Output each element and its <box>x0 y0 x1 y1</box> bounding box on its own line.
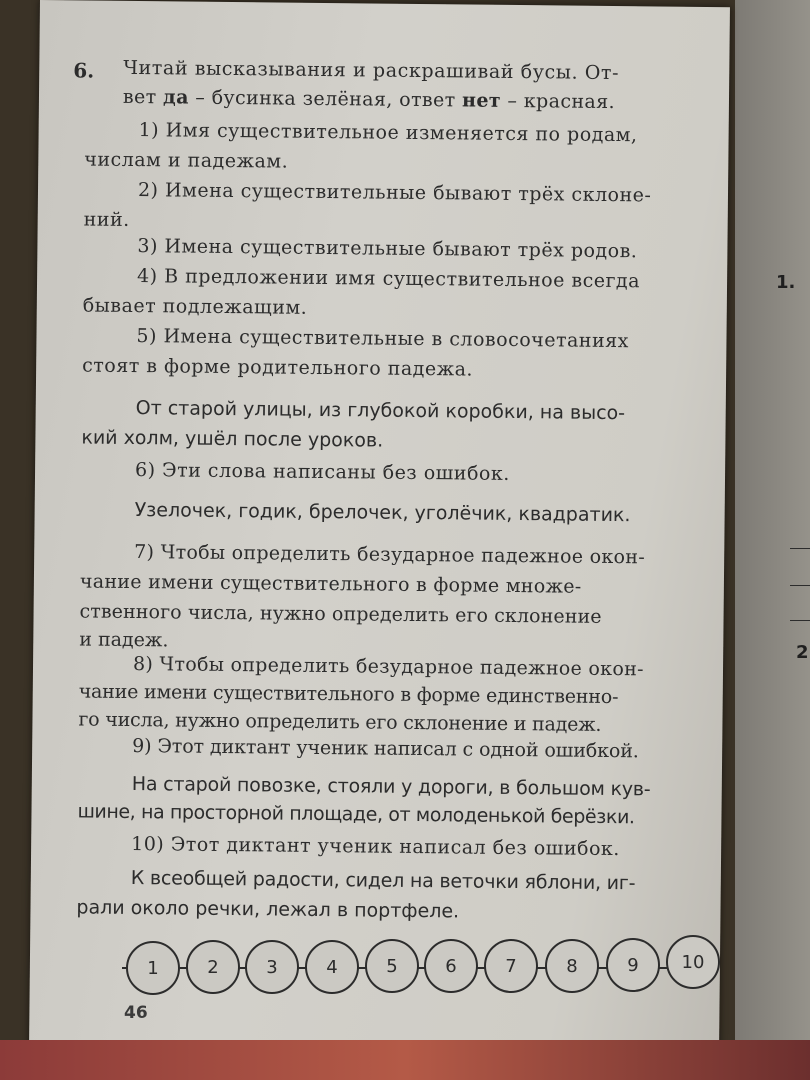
side-page-dash <box>790 585 810 586</box>
next-page-edge <box>735 0 810 1060</box>
answer-no: нет <box>461 89 502 112</box>
statement-2-line-1: 2) Имена существительные бывают трёх склоне- <box>137 179 652 207</box>
statement-1-line-1: 1) Имя существительное изменяется по родам, <box>138 119 638 147</box>
statement-3: 3) Имена существительные бывают трёх родов. <box>137 235 638 263</box>
beads-row <box>122 935 722 995</box>
bead-3[interactable]: 3 <box>245 940 299 994</box>
example-6: Узелочек, годик, брелочек, уголёчик, квадратик. <box>134 499 631 527</box>
task-number: 6. <box>73 58 95 83</box>
statement-4-line-2: бывает подлежащим. <box>82 294 308 319</box>
instruction-line-1: Читай высказывания и раскрашивай бусы. От- <box>123 56 620 85</box>
instruction-line-2 <box>123 86 615 113</box>
example-9-line-2: шине, на просторной площаде, от молоденькой берёзки. <box>77 800 635 829</box>
side-page-number-2: 2 <box>796 642 809 663</box>
statement-7-line-2: чание имени существительного в форме множе- <box>79 570 582 598</box>
bead-4[interactable]: 4 <box>305 940 359 994</box>
example-10-line-1: К всеобщей радости, сидел на веточки яблони, иг- <box>130 866 636 895</box>
bead-6[interactable]: 6 <box>424 939 478 993</box>
statement-1-line-2: числам и падежам. <box>84 148 289 173</box>
side-page-dash <box>790 548 810 549</box>
example-10-line-2: рали около речки, лежал в портфеле. <box>76 896 460 923</box>
answer-yes: да <box>162 86 189 109</box>
side-page-number-1: 1. <box>776 272 796 293</box>
statement-6: 6) Эти слова написаны без ошибок. <box>134 459 510 485</box>
instruction-text: вет <box>122 85 164 109</box>
bead-1[interactable]: 1 <box>126 941 180 995</box>
tablecloth <box>0 1040 810 1080</box>
statement-8-line-2: чание имени существительного в форме единственно- <box>78 680 619 709</box>
statement-8-line-3: го числа, нужно определить его склонение и падеж. <box>78 708 602 736</box>
example-5-line-2: кий холм, ушёл после уроков. <box>81 426 384 452</box>
statement-7-line-1: 7) Чтобы определить безударное падежное окон- <box>134 541 646 569</box>
example-9-line-1: На старой повозке, стояли у дороги, в большом кув- <box>131 773 651 801</box>
statement-9: 9) Этот диктант ученик написал с одной ошибкой. <box>132 735 639 763</box>
workbook-page <box>29 0 730 1067</box>
statement-8-line-1: 8) Чтобы определить безударное падежное окон- <box>132 653 644 681</box>
statement-2-line-2: ний. <box>83 208 130 231</box>
instruction-text: – красная. <box>500 89 616 114</box>
statement-10: 10) Этот диктант ученик написал без ошибок. <box>131 833 620 861</box>
bead-10[interactable]: 10 <box>666 935 720 989</box>
statement-7-line-3: ственного числа, нужно определить его склонение <box>79 600 602 628</box>
bead-5[interactable]: 5 <box>365 939 419 993</box>
bead-8[interactable]: 8 <box>545 939 599 993</box>
bead-2[interactable]: 2 <box>186 940 240 994</box>
page-number: 46 <box>124 1003 148 1023</box>
side-page-dash <box>790 620 810 621</box>
statement-5-line-1: 5) Имена существительные в словосочетаниях <box>136 325 629 353</box>
instruction-text: – бусинка зелёная, ответ <box>188 86 463 112</box>
statement-4-line-1: 4) В предложении имя существительное всегда <box>136 265 641 293</box>
example-5-line-1: От старой улицы, из глубокой коробки, на высо- <box>135 397 626 425</box>
bead-9[interactable]: 9 <box>606 938 660 992</box>
statement-5-line-2: стоят в форме родительного падежа. <box>82 354 474 381</box>
statement-7-line-4: и падеж. <box>79 628 169 652</box>
bead-7[interactable]: 7 <box>484 939 538 993</box>
